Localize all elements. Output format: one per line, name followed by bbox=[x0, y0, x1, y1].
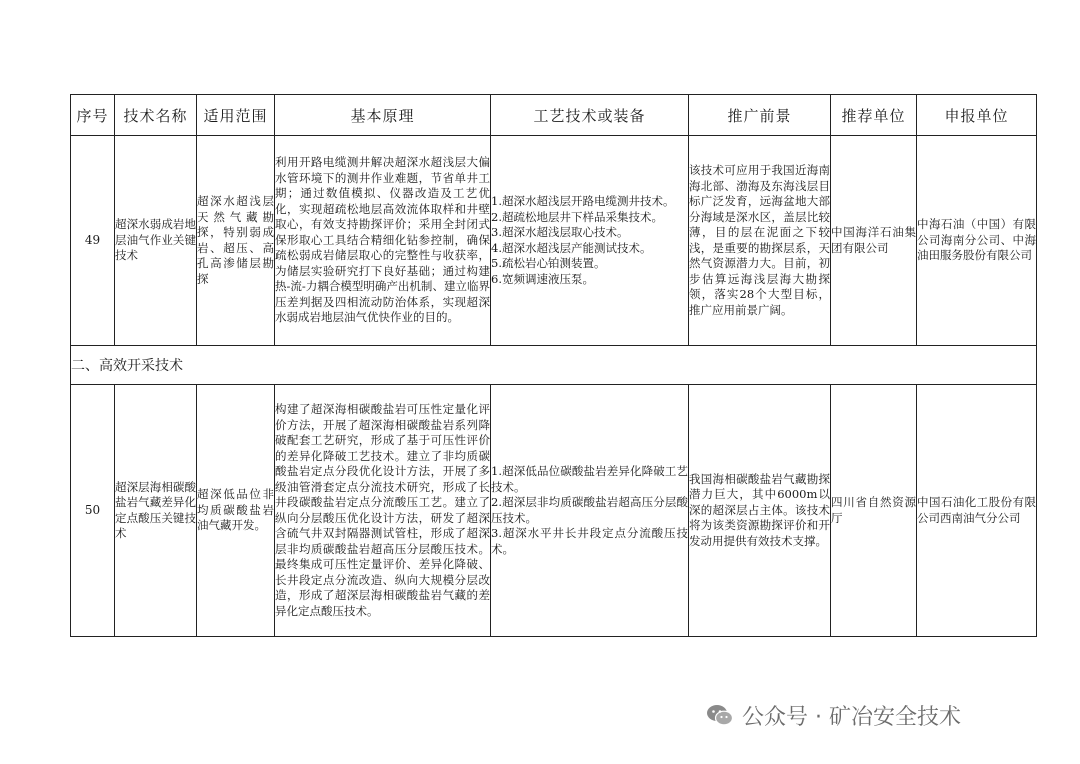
row-recommender: 四川省自然资源厅 bbox=[831, 385, 917, 637]
header-no: 序号 bbox=[71, 95, 115, 136]
row-prospect: 该技术可应用于我国近海南海北部、渤海及东海浅层目标广泛发育，远海盆地大部分海域是深水区，盖层比较薄，目的层在泥面之下较浅，是重要的勘探层系，天然气资源潜力大。目前，初步估算远海浅层海大勘探领，落实28个大型目标，推广应用前景广阔。 bbox=[689, 136, 831, 346]
row-no: 49 bbox=[71, 136, 115, 346]
row-recommender: 中国海洋石油集团有限公司 bbox=[831, 136, 917, 346]
tech-item: 1.超深低品位碳酸盐岩差异化降破工艺技术。 bbox=[491, 464, 688, 494]
row-name: 超深层海相碳酸盐岩气藏差异化定点酸压关键技术 bbox=[115, 385, 197, 637]
header-recommender: 推荐单位 bbox=[831, 95, 917, 136]
tech-item: 5.疏松岩心铂测装置。 bbox=[491, 256, 606, 270]
row-prospect: 我国海相碳酸盐岩气藏勘探潜力巨大，其中6000m以深的超深层占主体。该技术将为该类资源勘探评价和开发动用提供有效技术支撑。 bbox=[689, 385, 831, 637]
row-tech bbox=[491, 136, 689, 346]
tech-item: 4.超深水超浅层产能测试技术。 bbox=[491, 240, 652, 255]
row-applicant: 中国石油化工股份有限公司西南油气分公司 bbox=[917, 385, 1037, 637]
header-principle: 基本原理 bbox=[275, 95, 491, 136]
tech-item: 6.宽频调速液压泵。 bbox=[491, 271, 594, 286]
header-prospect: 推广前景 bbox=[689, 95, 831, 136]
row-no: 50 bbox=[71, 385, 115, 637]
tech-item: 3.超深水平井长井段定点分流酸压技术。 bbox=[491, 526, 688, 556]
wechat-icon bbox=[706, 703, 734, 727]
row-applicant: 中海石油（中国）有限公司海南分公司、中海油田服务股份有限公司 bbox=[917, 136, 1037, 346]
tech-item: 2.超疏松地层井下样品采集技术。 bbox=[491, 209, 663, 224]
header-applicant: 申报单位 bbox=[917, 95, 1037, 136]
row-scope: 超深低品位非均质碳酸盐岩油气藏开发。 bbox=[197, 385, 275, 637]
header-scope: 适用范围 bbox=[197, 95, 275, 136]
section-row bbox=[71, 346, 1037, 385]
row-principle: 构建了超深海相碳酸盐岩可压性定量化评价方法，开展了超深海相碳酸盐岩系列降破配套工艺研究，形成了基于可压性评价的差异化降破工艺技术。建立了非均质碳酸盐岩定点分段优化设计方法，开展了多级油管滑套定点分流技术研究，形成了长井段碳酸盐岩定点分流酸压工艺。建立了纵向分层酸压优化设计方法，研发了超深含硫气井双封隔器测试管柱，形成了超深层非均质碳酸盐岩超高压分层酸压技术。最终集成可压性定量评价、差异化降破、长井段定点分流改造、纵向大规模分层改造，形成了超深层海相碳酸盐岩气藏的差异化定点酸压技术。 bbox=[275, 385, 491, 637]
row-name: 超深水弱成岩地层油气作业关键技术 bbox=[115, 136, 197, 346]
tech-item: 1.超深水超浅层开路电缆测井技术。 bbox=[491, 194, 675, 208]
tech-item: 2.超深层非均质碳酸盐岩超高压分层酸压技术。 bbox=[491, 495, 688, 525]
row-tech bbox=[491, 385, 689, 637]
section-title: 二、高效开采技术 bbox=[71, 346, 1037, 385]
header-tech: 工艺技术或装备 bbox=[491, 95, 689, 136]
tech-item: 3.超深水超浅层取心技术。 bbox=[491, 225, 629, 239]
table-row bbox=[71, 136, 1037, 346]
header-name: 技术名称 bbox=[115, 95, 197, 136]
watermark bbox=[706, 700, 961, 730]
row-principle: 利用开路电缆测井解决超深水超浅层大偏水管环境下的测井作业难题，节省单井工期；通过数值模拟、仪器改造及工艺优化，实现超疏松地层高效流体取样和井壁取心，有效支持勘探评价；采用全封闭式保形取心工具结合精细化钻参控制，确保疏松弱成岩储层取心的完整性与收获率，为储层实验研究打下良好基础；通过构建热-流-力耦合模型明确产出机制、建立临界压差判据及四相流动防治体系，实现超深水弱成岩地层油气优快作业的目的。 bbox=[275, 136, 491, 346]
table-row bbox=[71, 385, 1037, 637]
row-scope: 超深水超浅层天然气藏勘探，特别弱成岩、超压、高孔高渗储层勘探 bbox=[197, 136, 275, 346]
header-row bbox=[71, 95, 1037, 136]
technology-table bbox=[70, 94, 1037, 637]
watermark-text: 公众号 · 矿冶安全技术 bbox=[742, 704, 961, 730]
